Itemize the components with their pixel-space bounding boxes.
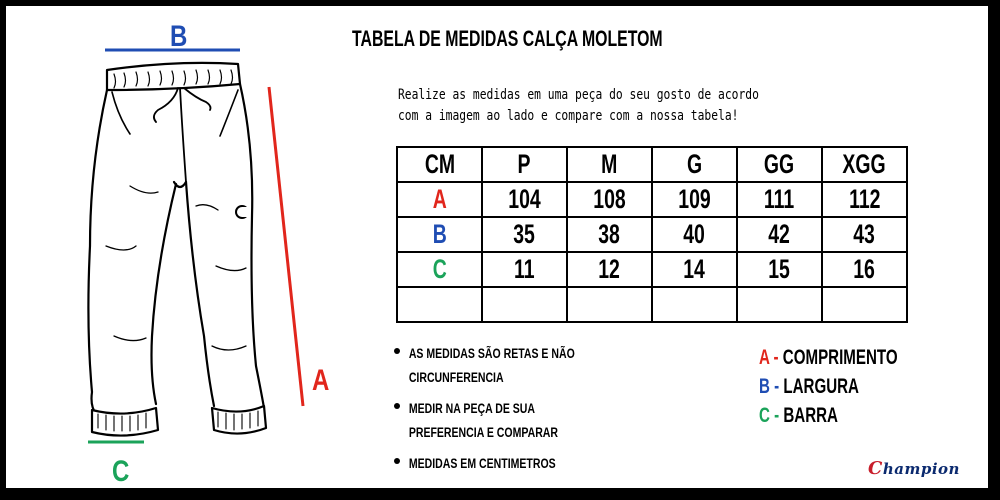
table-cell [567, 287, 652, 322]
table-cell [822, 287, 907, 322]
legend-item-b [759, 375, 898, 404]
row-label-a: A [397, 182, 482, 217]
header-cell: G [652, 147, 737, 182]
intro-line: com a imagem ao lado e compare com a nossa tabela! [398, 108, 739, 124]
legend-text: COMPRIMENTO [782, 346, 898, 369]
table-cell: 15 [737, 252, 822, 287]
legend-letter: A [759, 346, 770, 369]
diagram-label-a: A [312, 364, 330, 397]
page-frame [6, 6, 988, 488]
row-label-b: B [397, 217, 482, 252]
table-cell: 43 [822, 217, 907, 252]
sweatpants-diagram [6, 6, 346, 488]
intro-line: Realize as medidas em uma peça do seu gosto de acordo [398, 87, 759, 103]
table-cell [737, 287, 822, 322]
table-cell: 112 [822, 182, 907, 217]
brand-name: hampion [882, 460, 960, 478]
pants-outline [88, 63, 266, 436]
diagram-label-b: B [170, 20, 188, 53]
legend [759, 346, 952, 433]
table-cell: 40 [652, 217, 737, 252]
header-cell: P [482, 147, 567, 182]
note-text: MEDIR NA PEÇA DE SUA [408, 401, 535, 416]
note-item [394, 397, 626, 445]
note-text: AS MEDIDAS SÃO RETAS E NÃO [408, 346, 575, 361]
table-row [397, 252, 907, 287]
size-table [396, 146, 908, 323]
table-row-empty [397, 287, 907, 322]
legend-separator: - [769, 404, 784, 427]
table-cell: 109 [652, 182, 737, 217]
note-text: CIRCUNFERENCIA [408, 370, 504, 385]
diagram-label-c: C [112, 455, 130, 488]
legend-text: BARRA [783, 404, 838, 427]
page-title: TABELA DE MEDIDAS CALÇA MOLETOM [352, 26, 663, 51]
table-cell: 35 [482, 217, 567, 252]
table-cell: 12 [567, 252, 652, 287]
note-item [394, 342, 626, 390]
table-cell: 108 [567, 182, 652, 217]
table-row [397, 217, 907, 252]
row-label-c: C [397, 252, 482, 287]
measure-line-a [269, 87, 303, 406]
legend-separator: - [769, 375, 784, 398]
intro-text [398, 85, 759, 127]
notes-list [394, 342, 626, 483]
header-cell: GG [737, 147, 822, 182]
table-header-row [397, 147, 907, 182]
brand-initial: C [868, 458, 883, 479]
legend-item-a [759, 346, 898, 375]
table-cell [397, 287, 482, 322]
table-cell: 104 [482, 182, 567, 217]
legend-item-c [759, 404, 898, 433]
note-text: PREFERENCIA E COMPARAR [408, 425, 559, 440]
leg-logo-icon [236, 206, 249, 218]
note-item [394, 452, 626, 476]
legend-text: LARGURA [783, 375, 859, 398]
header-cell: CM [397, 147, 482, 182]
table-cell [482, 287, 567, 322]
legend-letter: B [759, 375, 770, 398]
legend-letter: C [759, 404, 770, 427]
table-cell: 42 [737, 217, 822, 252]
header-cell: XGG [822, 147, 907, 182]
table-cell: 111 [737, 182, 822, 217]
brand-logo [868, 458, 960, 479]
note-text: MEDIDAS EM CENTIMETROS [408, 456, 556, 471]
legend-separator: - [769, 346, 783, 369]
table-cell: 38 [567, 217, 652, 252]
header-cell: M [567, 147, 652, 182]
table-cell: 16 [822, 252, 907, 287]
table-cell: 11 [482, 252, 567, 287]
table-cell [652, 287, 737, 322]
table-row [397, 182, 907, 217]
table-cell: 14 [652, 252, 737, 287]
